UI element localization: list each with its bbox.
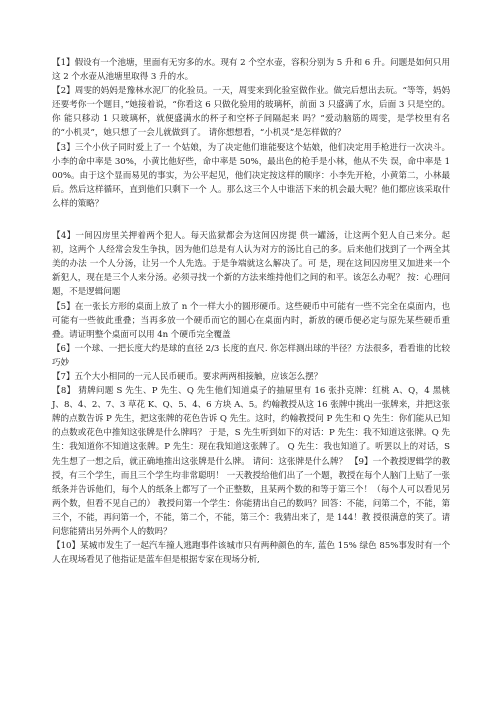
section-gap bbox=[52, 211, 450, 229]
puzzle-8-9-paragraph: 【8】 猜牌问题 S 先生、P 先生、Q 先生他们知道桌子的抽屉里有 16 张扑克牌：红桃 A、Q，4 黑桃 J、8、4、2、7、3 草花 K、Q、5、4、6 方块 A、5。约翰教授从这 16 张牌中挑出一张牌来，并把这张牌的点数告诉 P 先生，把这张牌的花色告诉 Q 先生。这时，约翰教授问 P 先生和 Q 先生：你们能从已知的点数或花色中推知这张牌是什么牌吗？ 于是，S 先生听到如下的对话：P 先生：我不知道这张牌。Q 先生：我知道你不知道这张牌。P 先生：现在我知道这张牌了。 Q 先生：我也知道了。听罢以上的对话，S 先生想了一想之后，就正确地推出这张牌是什么牌。 请问：这张牌是什么牌？ 【9】一个教授逻辑学的教授，有三个学生，而且三个学生均非常聪明！ 一天教授给他们出了一个题，教授在每个人脑门上贴了一张纸条并告诉他们，每个人的纸条上都写了一个正整数，且某两个数的和等于第三个！（每个人可以看见另 两个数，但看不见自己的） 教授问第一个学生：你能猜出自己的数吗？回答：不能，问第二个，不能，第三个，不能，再问第一个，不能，第二个，不能，第三个：我猜出来了，是 144！教 授很满意的笑了。请问您能猜出另外两个人的数吗？ bbox=[52, 386, 450, 537]
puzzle-2-paragraph: 【2】周雯的妈妈是豫林水泥厂的化验员。一天，周雯来到化验室做作业。做完后想出去玩。“等等，妈妈还要考你一个题目，”她接着说，“你看这 6 只做化验用的玻璃杯，前面 3 只盛满了水，后面 3 只是空的。你 能只移动 1 只玻璃杯，就便盛满水的杯子和空杯子间隔起来 吗？”爱动脑筋的周雯，是学校里有名的“小机灵”，她只想了一会儿就做到了。 请你想想看，“小机灵”是怎样做的？ bbox=[52, 86, 450, 139]
document-page bbox=[52, 56, 450, 567]
puzzle-7-paragraph: 【7】五个大小相同的一元人民币硬币。要求两两相接触，应该怎么摆？ bbox=[52, 371, 323, 382]
puzzle-1-paragraph: 【1】假设有一个池塘，里面有无穷多的水。现有 2 个空水壶，容积分别为 5 升和 6 升。问题是如何只用这 2 个水壶从池塘里取得 3 升的水。 bbox=[52, 58, 450, 83]
puzzle-4-paragraph: 【4】一间囚房里关押着两个犯人。每天监狱都会为这间囚房提 供一罐汤，让这两个犯人自己来分。起初，这两个 人经常会发生争执，因为他们总是有人认为对方的汤比自己的多。后来他们找到了一个两全其美的办法 一个人分汤，让另一个人先选。于是争端就这么解决了。可 是，现在这间囚房里又加进来一个新犯人，现在是三个人来分汤。必须寻找一个新的方法来维持他们之间的和平。该怎么办呢？ 按：心理问题，不是逻辑问题 bbox=[52, 231, 450, 298]
puzzle-5-paragraph: 【5】在一张长方形的桌面上放了 n 个一样大小的圆形硬币。这些硬币中可能有一些不完全在桌面内，也可能有一些彼此重叠；当再多放一个硬币而它的圆心在桌面内时，新放的硬币便必定与原先某些硬币重叠。请证明整个桌面可以用 4n 个硬币完全覆盖 bbox=[52, 301, 450, 340]
puzzle-6-paragraph: 【6】一个球、一把长度大约是球的直径 2/3 长度的直尺. 你怎样测出球的半径？方法很多，看看谁的比较巧妙 bbox=[52, 343, 450, 368]
puzzle-10-paragraph: 【10】某城市发生了一起汽车撞人逃跑事件该城市只有两种颜色的车, 蓝色 15% 绿色 85%事发时有一个人在现场看见了他指证是蓝车但是根据专家在现场分析, bbox=[52, 541, 450, 566]
puzzle-3-paragraph: 【3】三个小伙子同时爱上了一 个姑娘，为了决定他们谁能娶这个姑娘，他们决定用手枪进行一次决斗。小李的命中率是 30%，小黄比他好些，命中率是 50%，最出色的枪手是小林，他从不失 误，命中率是 100%。由于这个显而易见的事实，为公平起见，他们决定按这样的顺序：小李先开枪，小黄第二，小林最后。然后这样循环，直到他们只剩下一个 人。那么这三个人中谁活下来的机会最大呢？他们都应该采取什么样的策略？ bbox=[52, 142, 450, 209]
